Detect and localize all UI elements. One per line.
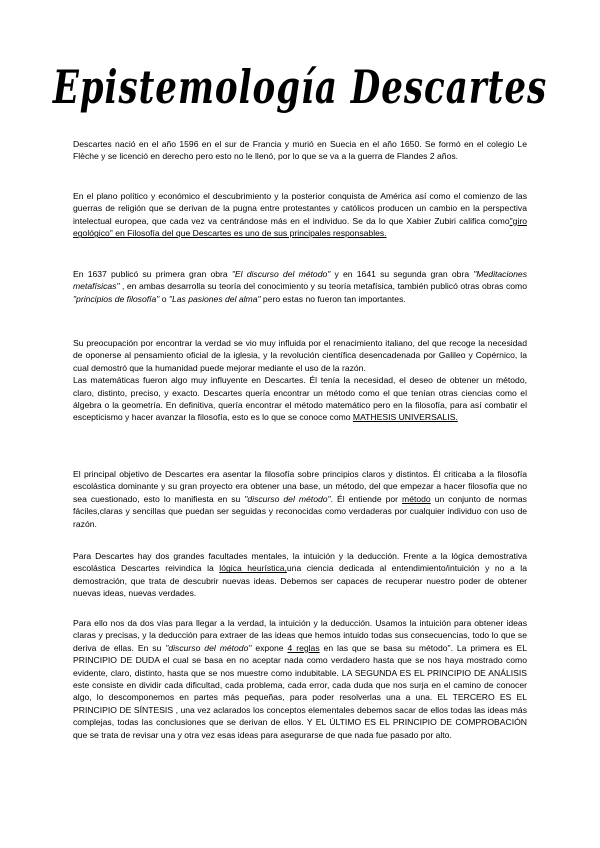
- paragraph-text: una ciencia dedicada al entendimiento/intuición y no a la demostración, que trata de descubrir nuevas ideas. Debemos ser capaces de recuperar nuestro poder de obtener nuevas ideas, nuevas verdades.: [73, 563, 527, 599]
- paragraph-faculties: [73, 550, 527, 600]
- paragraph-influences: [73, 337, 527, 424]
- underlined-phrase: MATHESIS UNIVERSALIS.: [352, 412, 458, 423]
- paragraph-text: Descartes nació en el año 1596 en el sur de Francia y murió en Suecia en el año 1650. Se formó en el colegio Le Flèche y se licenció en derecho pero esto no le llenó, por lo que se va a la guerra de Flandes 2 años.: [73, 139, 527, 162]
- paragraph-text: en las que se basa su método". La primera es EL PRINCIPIO DE DUDA el cual se basa en no aceptar nada como verdadero hasta que se nos haya mostrado como evidente, claro, distinto, hasta que se nos muestre como indubitable. LA SEGUNDA ES EL PRINCIPIO DE ANÁLISIS este consiste en dividir cada dificultad, cada problema, cada error, cada duda que nos surja en el camino de conocer algo, lo descomponemos en partes más pequeñas, para poder resolverlas una a una. EL TERCERO ES EL PRINCIPIO DE SÍNTESIS , una vez aclarados los conceptos elementales debemos sacar de ellos todas las ideas más complejas, todas las conclusiones que se derivan de ellos. Y EL ÚLTIMO ES EL PRINCIPIO DE COMPROBACIÓN que se trata de revisar una y otra vez esas ideas para asegurarse de que nada fue pasado por alto.: [73, 642, 527, 740]
- paragraph-text: un conjunto de normas fáciles,claras y sencillas que puedan ser seguidas y reconocidas como verdaderas por cualquier individuo con uso de razón.: [73, 493, 527, 529]
- underlined-phrase: "giro egológico" en Filosofía del que Descartes es uno de sus principales responsables.: [73, 215, 527, 239]
- paragraph-biography: [73, 138, 527, 163]
- underlined-phrase: lógica heurística,: [219, 563, 287, 574]
- paragraph-text: pero estas no fueron tan importantes.: [260, 293, 406, 304]
- paragraph-text: Su preocupación por encontrar la verdad se vio muy influida por el renacimiento italiano, del que recoge la necesidad de oponerse al pensamiento oficial de la iglesia, y la revolución científica desencadenada por Galileo y Copérnico, la cual demostró que la humanidad puede mejorar mediante el uso de la razón.: [73, 338, 527, 373]
- work-title: "El discurso del método": [231, 269, 331, 279]
- paragraph-text: Para ello nos da dos vías para llegar a la verdad, la intuición y la deducción. Usamos la intuición para obtener ideas claras y precisas, y la deducción para extraer de las ideas que hemos intuido todas sus consecuencias, todo lo que se deriva de ellas. En su: [73, 618, 527, 653]
- paragraph-text: . Él entiende por: [330, 493, 403, 504]
- paragraph-text: En 1637 publicó su primera gran obra: [73, 269, 232, 279]
- paragraph-text: o: [159, 293, 169, 304]
- underlined-phrase: 4 reglas: [287, 642, 320, 653]
- document-title: Epistemología Descartes: [52, 61, 548, 115]
- paragraph-text: , en ambas desarrolla su teoría del conocimiento y su teoría metafísica, también publicó otras obras como: [119, 281, 527, 292]
- work-title: "discurso del método": [165, 642, 252, 653]
- paragraph-objective: [73, 468, 527, 530]
- paragraph-works: [73, 268, 527, 305]
- work-title: "Meditaciones metafísicas": [73, 269, 527, 292]
- work-title: "discurso del método": [244, 493, 331, 504]
- paragraph-rules: [73, 617, 527, 741]
- paragraph-text: El principal objetivo de Descartes era asentar la filosofía sobre principios claros y distintos. Él criticaba a la filosofía escolástica dominante y su gran proyecto era obtener una base, un método, del que empezar a hacer filosofía que no sea cuestionado, esto lo manifiesta en su: [73, 469, 527, 504]
- underlined-phrase: método: [402, 493, 431, 504]
- work-title: "Las pasiones del alma": [168, 293, 261, 304]
- paragraph-text: expone: [251, 642, 288, 653]
- paragraph-text: Para Descartes hay dos grandes facultades mentales, la intuición y la deducción. Frente a la lógica demostrativa escolástica Descartes reivindica la: [73, 551, 527, 574]
- paragraph-context: [73, 190, 527, 240]
- paragraph-text: En el plano político y económico el descubrimiento y la posterior conquista de América así como el comienzo de las guerras de religión que se derivan de la pugna entre protestantes y católicos producen un cambio en la perspectiva intelectual europea, que cada vez va centrándose más en el individuo. Se da lo que Xabier Zubiri califica como: [73, 191, 527, 226]
- paragraph-text: Las matemáticas fueron algo muy influyente en Descartes. Él tenía la necesidad, el deseo de obtener un método, claro, distinto, preciso, y exacto. Descartes quería encontrar un método como el que tenían otras ciencias como el álgebra o la geometría. En definitiva, quería encontrar el método matemático pero en la filosofía, para así combatir el escepticismo y hacer avanzar la filosofía, esto es lo que se conoce como: [73, 375, 527, 423]
- work-title: "principios de filosofía": [73, 293, 160, 304]
- paragraph-text: y en 1641 su segunda gran obra: [330, 269, 474, 279]
